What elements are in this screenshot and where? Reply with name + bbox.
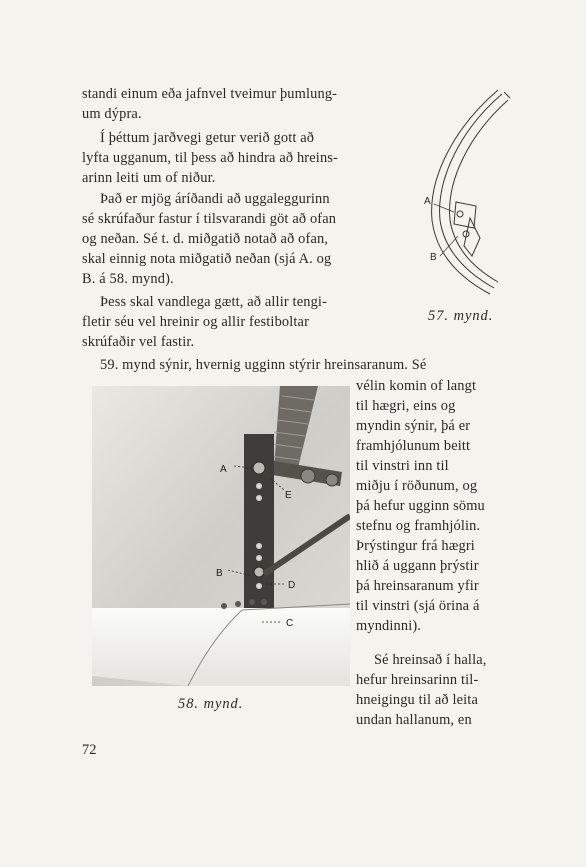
paragraph-5-first-line	[82, 355, 518, 375]
text-line: standi einum eða jafnvel tveimur þumlung-	[82, 86, 338, 102]
text-line: sé skrúfaður fastur í tilsvarandi göt að ofan	[82, 211, 337, 227]
text-line: til hægri, eins og	[356, 398, 456, 414]
text-line: myndinni).	[356, 618, 422, 634]
text-line: Í þéttum jarðvegi getur verið gott að	[100, 130, 315, 146]
figure-58-photo	[92, 386, 350, 686]
figure-58-label-a: A	[220, 464, 227, 475]
paragraph-1	[82, 84, 404, 124]
text-line: um dýpra.	[82, 106, 142, 122]
figure-58-label-e: E	[285, 490, 292, 501]
text-line: stefnu og framhjólin.	[356, 518, 481, 534]
paragraph-4	[82, 292, 404, 352]
text-line: skal einnig nota miðgatið neðan (sjá A. og	[82, 251, 332, 267]
page-number: 72	[82, 742, 97, 758]
figure-57-caption: 57. mynd.	[428, 308, 494, 324]
text-line: Sé hreinsað í halla,	[374, 652, 487, 668]
paragraph-2	[82, 128, 404, 188]
text-line: Þrýstingur frá hægri	[356, 538, 475, 554]
text-line: 59. mynd sýnir, hvernig ugginn stýrir hreinsaranum. Sé	[100, 357, 427, 373]
paragraph-3	[82, 189, 404, 289]
text-line: skrúfaðir vel fastir.	[82, 334, 195, 350]
figure-57-label-a: A	[424, 196, 431, 207]
paragraph-6	[356, 650, 518, 730]
text-line: arinn leiti um of niður.	[82, 170, 216, 186]
text-line: myndin sýnir, þá er	[356, 418, 471, 434]
text-line: til vinstri (sjá örina á	[356, 598, 480, 614]
figure-58-label-d: D	[288, 580, 296, 591]
text-line: miðju í röðunum, og	[356, 478, 478, 494]
figure-58-label-b: B	[216, 568, 223, 579]
text-line: vélin komin of langt	[356, 378, 477, 394]
figure-57-label-b: B	[430, 252, 437, 263]
text-line: þá hefur ugginn sömu	[356, 498, 485, 514]
text-line: Það er mjög áríðandi að uggaleggurinn	[100, 191, 330, 207]
text-line: undan hallanum, en	[356, 712, 472, 728]
text-line: hneigingu til að leita	[356, 692, 478, 708]
text-line: framhjólunum beitt	[356, 438, 471, 454]
text-line: og neðan. Sé t. d. miðgatið notað að ofan,	[82, 231, 329, 247]
text-line: fletir séu vel hreinir og allir festiboltar	[82, 314, 310, 330]
text-line: Þess skal vandlega gætt, að allir tengi-	[100, 294, 328, 310]
text-line: til vinstri inn til	[356, 458, 449, 474]
text-line: hefur hreinsarinn til-	[356, 672, 479, 688]
figure-58-caption: 58. mynd.	[178, 696, 244, 712]
figure-57-illustration	[410, 88, 516, 298]
figure-58-label-c: C	[286, 618, 294, 629]
text-line: hlið á uggann þrýstir	[356, 558, 479, 574]
text-line: lyfta ugganum, til þess að hindra að hreins-	[82, 150, 338, 166]
text-line: B. á 58. mynd).	[82, 271, 174, 287]
paragraph-5	[356, 376, 518, 636]
text-line: þá hreinsaranum yfir	[356, 578, 479, 594]
